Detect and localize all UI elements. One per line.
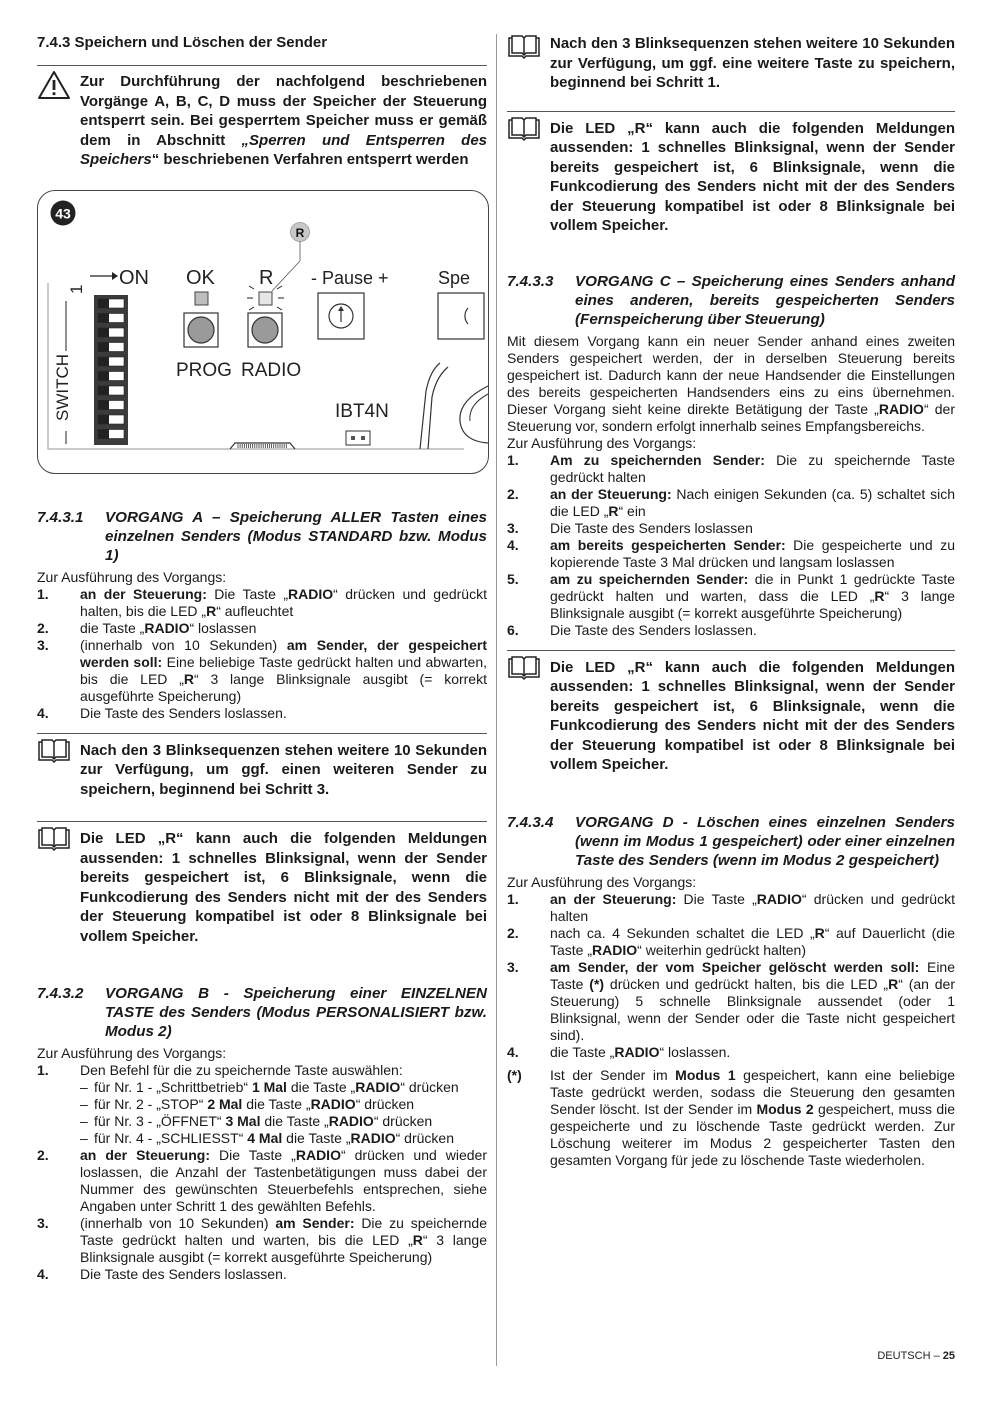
section-b-number: 7.4.3.2 — [37, 985, 84, 1002]
section-c-intro: Zur Ausführung des Vorgangs: — [507, 434, 697, 451]
section-heading: 7.4.3 Speichern und Löschen der Sender — [37, 34, 328, 51]
left-column — [37, 34, 487, 1283]
open-book-icon — [507, 116, 541, 144]
command-sublist — [80, 1079, 487, 1147]
dip-switch-knob — [98, 299, 109, 308]
list-item: 4. am bereits gespeicherten Sender: Die gespeicherte und zu kopierende Taste 3 Mal drücken und langsam loslassen — [507, 536, 955, 570]
dip-switch-knob — [98, 371, 109, 380]
footer-language: DEUTSCH – — [877, 1350, 943, 1362]
dip-switch-knob — [98, 342, 109, 351]
list-item: 2. an der Steuerung: Nach einigen Sekunden (ca. 5) schaltet sich die LED „R“ ein — [507, 485, 955, 519]
list-item: (*) Ist der Sender im Modus 1 gespeichert, kann eine beliebige Taste gedrückt werden, sodass die Steuerung den gesamten Sender löscht. Ist der Sender im Modus 2 gespeichert, muss die gespeicherte und zu löschende Taste gedrückt werden. Zur Löschung weiterer im Modus 2 gespeicherter Tasten den gesamten Vorgang für jede zu löschende Taste wiederholen. — [507, 1066, 956, 1168]
section-b-intro: Zur Ausführung des Vorgangs: — [37, 1045, 227, 1061]
section-c-title — [507, 272, 955, 329]
page-number: 25 — [942, 1350, 955, 1362]
list-item: 2. die Taste „RADIO“ loslassen — [37, 619, 257, 636]
info-note — [507, 650, 955, 775]
dip-switch-knob — [98, 357, 109, 366]
ibt4n-label: IBT4N — [335, 400, 389, 422]
list-item: 3. Die Taste des Senders loslassen — [507, 519, 753, 536]
ok-label: OK — [186, 266, 215, 289]
open-book-icon — [507, 34, 541, 62]
warning-note — [37, 65, 487, 170]
warning-triangle-icon — [37, 70, 71, 98]
list-item: – für Nr. 3 - „ÖFFNET“ 3 Mal die Taste „RADIO“ drücken — [80, 1113, 433, 1129]
speed-label-cut: Spe — [438, 267, 471, 288]
section-a-steps — [37, 586, 487, 722]
warning-link-text: „Sperren und Entsperren des Speichers — [80, 131, 487, 168]
section-d-intro: Zur Ausführung des Vorgangs: — [507, 873, 697, 890]
list-item: 2. nach ca. 4 Sekunden schaltet die LED „R“ auf Dauerlicht (die Taste „RADIO“ weiterhin gedrückt halten) — [507, 924, 955, 958]
list-item: 5. am zu speichernden Sender: die in Punkt 1 gedrückte Taste gedrückt halten und warten, dass die LED „R“ 3 lange Blinksignale ausgibt (= korrekt ausgeführte Speicherung) — [507, 570, 955, 621]
list-item: 4. Die Taste des Senders loslassen. — [37, 1266, 287, 1282]
section-b-heading: VORGANG B - Speicherung einer EINZELNEN TASTE des Senders (Modus PERSONALISIERT bzw. Modus 2) — [105, 985, 487, 1040]
note-text: Die LED „R“ kann auch die folgenden Meldungen aussenden: 1 schnelles Blinksignal, wenn der Sender bereits gespeichert ist, 6 Blinksignale, wenn die Funkcodierung des Senders nicht mit der des Senders der Steuerung kompatibel ist oder 8 Blinksignale bei vollem Speicher. — [550, 658, 955, 773]
info-note — [37, 733, 487, 800]
dip-switch-knob — [98, 313, 109, 322]
dip-switch-knob — [98, 400, 109, 409]
list-item: 4. Die Taste des Senders loslassen. — [37, 704, 287, 721]
section-c-steps — [507, 452, 955, 639]
section-b-title — [37, 984, 487, 1041]
section-d-steps — [507, 891, 955, 1169]
page-footer — [877, 1350, 955, 1362]
section-a-heading: VORGANG A – Speicherung ALLER Tasten eines einzelnen Senders (Modus STANDARD bzw. Modus 1) — [105, 508, 487, 564]
list-item: 1. an der Steuerung: Die Taste „RADIO“ drücken und gedrückt halten — [507, 890, 955, 924]
section-c-heading: VORGANG C – Speicherung eines Senders anhand eines anderen, bereits gespeicherten Senders (Fernspeicherung über Steuerung) — [575, 272, 955, 328]
section-d-heading: VORGANG D - Löschen eines einzelnen Senders (wenn im Modus 1 gespeichert) oder einer einzelnen Taste des Senders (wenn im Modus 2 gespeichert) — [575, 813, 955, 869]
prog-label: PROG — [176, 359, 232, 381]
dip-switch-knob — [98, 429, 109, 438]
open-book-icon — [507, 655, 541, 683]
radio-label: RADIO — [241, 359, 302, 381]
info-note — [37, 821, 487, 946]
section-a-number: 7.4.3.1 — [37, 508, 84, 526]
open-book-icon — [37, 826, 71, 854]
r-badge: R — [295, 225, 305, 240]
list-item: 3. (innerhalb von 10 Sekunden) am Sender: Die zu speichernde Taste gedrückt halten und warten, bis die LED „R“ 3 lange Blinksignale ausgibt (= korrekt ausgeführte Speicherung) — [37, 1215, 488, 1265]
list-item: – für Nr. 1 - „Schrittbetrieb“ 1 Mal die Taste „RADIO“ drücken — [80, 1079, 459, 1095]
list-item: 3. am Sender, der vom Speicher gelöscht werden soll: Eine Taste (*) drücken und gedrückt halten, bis die LED „R“ (an der Steuerung) 5 schnelle Blinksignale aussendet (oder 1 Blinksignal, wenn der Sender oder die Taste nicht gespeichert sind). — [507, 958, 955, 1043]
list-item: 1. an der Steuerung: Die Taste „RADIO“ drücken und gedrückt halten, bis die LED „R“ aufleuchtet — [37, 585, 487, 619]
info-note — [507, 111, 955, 236]
list-item: 1. Am zu speichernden Sender: Die zu speichernde Taste gedrückt halten — [507, 451, 955, 485]
list-item: – für Nr. 4 - „SCHLIESST“ 4 Mal die Taste „RADIO“ drücken — [80, 1130, 454, 1146]
section-b-steps-cont — [37, 1147, 487, 1283]
note-text: Die LED „R“ kann auch die folgenden Meldungen aussenden: 1 schnelles Blinksignal, wenn der Sender bereits gespeichert ist, 6 Blinksignale, wenn die Funkcodierung des Senders nicht mit der des Senders der Steuerung kompatibel ist oder 8 Blinksignale bei vollem Speicher. — [550, 119, 955, 234]
column-divider — [496, 34, 497, 1366]
note-text: Nach den 3 Blinksequenzen stehen weitere 10 Sekunden zur Verfügung, um ggf. einen weiteren Sender zu speichern, beginnend bei Schritt 3. — [80, 741, 487, 798]
dip-switch-knob — [98, 328, 109, 337]
info-note — [507, 34, 955, 93]
section-d-number: 7.4.3.4 — [507, 813, 554, 831]
dip-switch-knob — [98, 386, 109, 395]
switch-label: SWITCH — [53, 353, 72, 421]
pause-label: - Pause + — [311, 267, 389, 288]
open-book-icon — [37, 738, 71, 766]
r-label: R — [259, 266, 274, 289]
list-item: 3. (innerhalb von 10 Sekunden) am Sender, der gespeichert werden soll: Eine beliebige Taste gedrückt halten und abwarten, bis die LED „R“ 3 lange Blinksignale ausgibt (= korrekt ausgeführte Speicherung) — [37, 636, 488, 704]
section-a-title — [37, 508, 487, 565]
section-c-number: 7.4.3.3 — [507, 272, 554, 290]
note-text: Die LED „R“ kann auch die folgenden Meldungen aussenden: 1 schnelles Blinksignal, wenn der Sender bereits gespeichert ist, 6 Blinksignale, wenn die Funkcodierung des Senders nicht mit der des Senders der Steuerung kompatibel ist oder 8 Blinksignale bei vollem Speicher. — [80, 830, 487, 945]
list-item: 1. Den Befehl für die zu speichernde Taste auswählen: — [37, 1062, 403, 1078]
right-column — [507, 34, 955, 1169]
section-c-body: Mit diesem Vorgang kann ein neuer Sender anhand eines zweiten Senders gespeichert werden, der in derselben Steuerung bereits gespeichert ist. Dadurch kann der neue Handsender die Einstellungen des bereits gespeicherten Handsenders eins zu eins übernehmen. Dieser Vorgang sieht keine direkte Betätigung der Taste „RADIO“ der Steuerung vor, sondern erfolgt innerhalb seines Empfangsbereichs. — [507, 332, 955, 434]
figure-number: 43 — [55, 205, 71, 221]
list-item: 4. die Taste „RADIO“ loslassen. — [507, 1043, 731, 1060]
list-item: – für Nr. 2 - „STOP“ 2 Mal die Taste „RADIO“ drücken — [80, 1096, 415, 1112]
list-item: 2. an der Steuerung: Die Taste „RADIO“ drücken und wieder loslassen, die Anzahl der Tastenbetätigungen muss dabei der Nummer des gewünschten Steuerbefehls entsprechen, siehe Angaben unter Schritt 1 des gewählten Befehls. — [37, 1147, 487, 1214]
note-text: Nach den 3 Blinksequenzen stehen weitere 10 Sekunden zur Verfügung, um ggf. eine weitere Taste zu speichern, beginnend bei Schritt 1. — [550, 35, 955, 91]
dip-switch-knob — [98, 415, 109, 424]
section-d-title — [507, 813, 955, 870]
list-item: 6. Die Taste des Senders loslassen. — [507, 621, 757, 638]
switch-one: 1 — [67, 284, 86, 294]
on-label: ON — [119, 266, 149, 289]
section-b-steps — [37, 1062, 487, 1079]
warning-text-end: “ beschriebenen Verfahren entsperrt werden — [151, 151, 469, 168]
figure-43-control-board — [37, 190, 489, 474]
warning-text: Zur Durchführung der nachfolgend beschriebenen Vorgänge A, B, C, D muss der Speicher der Steuerung entsperrt sein. Bei gesperrtem Speicher muss er gemäß dem in Abschnitt — [80, 73, 487, 149]
section-a-intro: Zur Ausführung des Vorgangs: — [37, 568, 227, 585]
